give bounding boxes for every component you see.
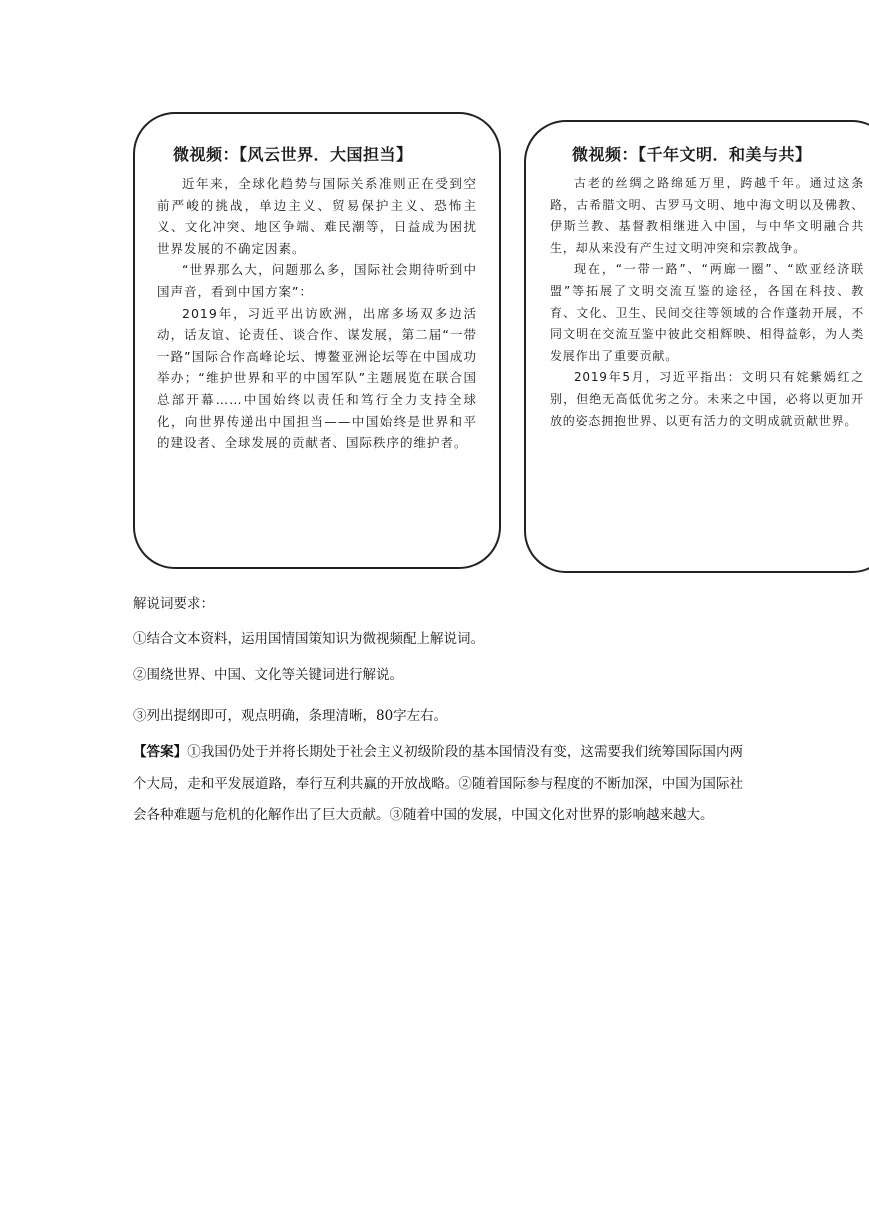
requirement-item: ①结合文本资料，运用国情国策知识为微视频配上解说词。 — [133, 631, 484, 647]
requirements-heading: 解说词要求： — [133, 596, 214, 612]
video-card-left — [133, 112, 501, 569]
requirement-item: ③列出提纲即可，观点明确，条理清晰，80字左右。 — [133, 708, 448, 724]
card-title: 微视频：【风云世界．大国担当】 — [173, 145, 413, 164]
requirement-item: ②围绕世界、中国、文化等关键词进行解说。 — [133, 667, 403, 683]
answer-paragraph — [133, 737, 743, 832]
answer-text: ①我国仍处于并将长期处于社会主义初级阶段的基本国情没有变，这需要我们统筹国际国内两个大局，走和平发展道路，奉行互利共赢的开放战略。②随着国际参与程度的不断加深，中国为国际社会各种难题与危机的化解作出了巨大贡献。③随着中国的发展，中国文化对世界的影响越来越大。 — [133, 744, 744, 823]
card-paragraph: 2019年，习近平出访欧洲，出席多场双多边活动，话友谊、论责任、谈合作、谋发展，第二届“一带一路”国际合作高峰论坛、博鳌亚洲论坛等在中国成功举办；“维护世界和平的中国军队”主题展览在联合国总部开幕……中国始终以责任和笃行全力支持全球化，向世界传递出中国担当——中国始终是世界和平的建设者、全球发展的贡献者、国际秩序的维护者。 — [157, 305, 477, 451]
answer-tag: 【答案】 — [133, 744, 188, 760]
card-title: 微视频：【千年文明．和美与共】 — [572, 145, 812, 164]
card-paragraph: 近年来，全球化趋势与国际关系准则正在受到空前严峻的挑战，单边主义、贸易保护主义、恐怖主义、文化冲突、地区争端、难民潮等，日益成为困扰世界发展的不确定因素。 — [157, 176, 477, 256]
card-paragraph: 2019年5月，习近平指出：文明只有姹紫嫣红之别，但绝无高低优劣之分。未来之中国，必将以更加开放的姿态拥抱世界、以更有活力的文明成就贡献世界。 — [550, 370, 864, 428]
card-paragraph: 古老的丝绸之路绵延万里，跨越千年。通过这条路，古希腊文明、古罗马文明、地中海文明以及佛教、伊斯兰教、基督教相继进入中国，与中华文明融合共生，却从来没有产生过文明冲突和宗教战争。 — [550, 176, 864, 255]
video-card-right — [524, 120, 869, 573]
card-paragraph: 现在，“一带一路”、“两廊一圈”、“欧亚经济联盟”等拓展了文明交流互鉴的途径，各国在科技、教育、文化、卫生、民间交往等领域的合作蓬勃开展，不同文明在交流互鉴中彼此交相辉映、相得益彰，为人类发展作出了重要贡献。 — [550, 262, 864, 363]
card-paragraph: “世界那么大，问题那么多，国际社会期待听到中国声音，看到中国方案”： — [157, 262, 477, 299]
